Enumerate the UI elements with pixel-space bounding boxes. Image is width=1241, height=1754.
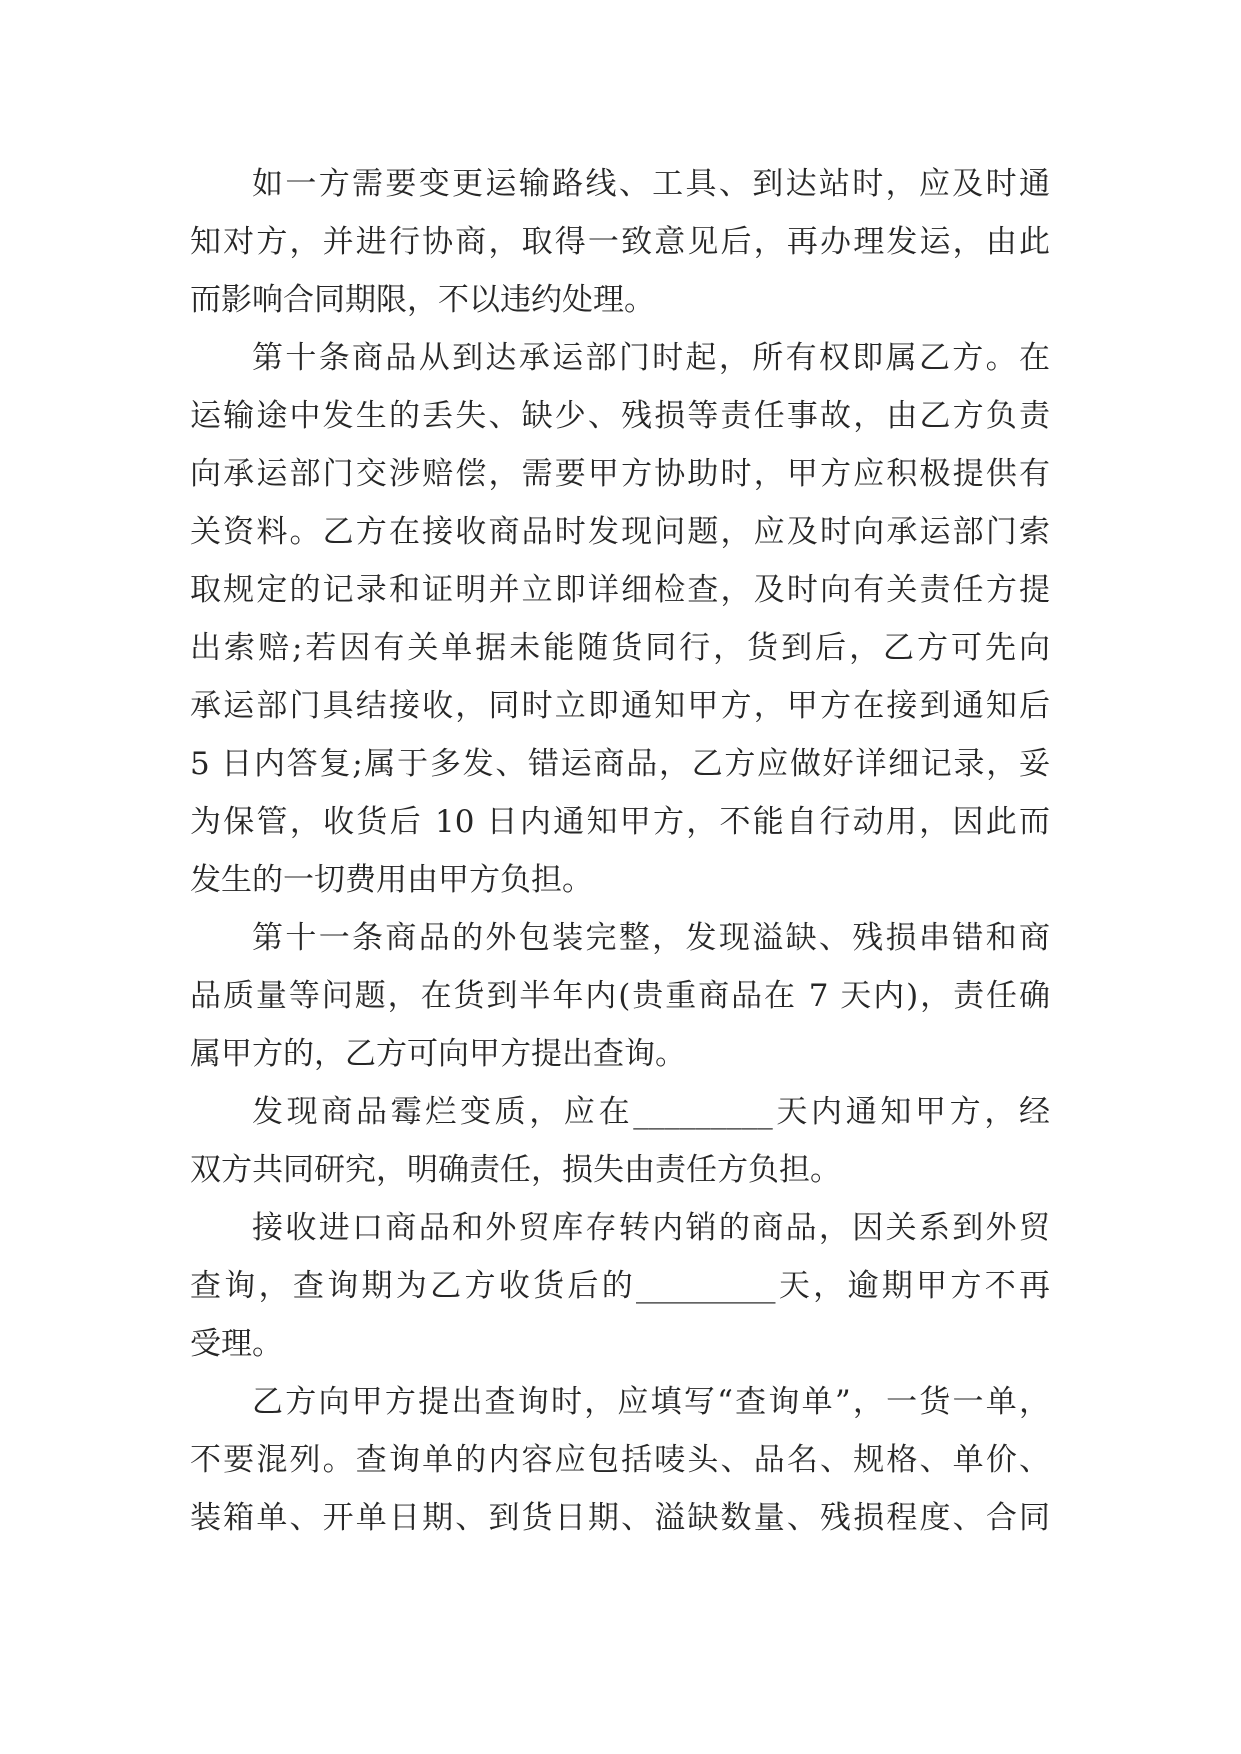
paragraph-article-11 [190, 909, 1050, 1083]
text-line: 接收进口商品和外贸库存转内销的商品，因关系到外贸 [252, 1210, 1050, 1246]
text-line: 知对方，并进行协商，取得一致意见后，再办理发运，由此 [190, 224, 1050, 260]
text-line: 受理。 [190, 1326, 283, 1362]
text-line: 承运部门具结接收，同时立即通知甲方，甲方在接到通知后 [190, 688, 1050, 724]
paragraph-route-change [190, 155, 1050, 329]
text-line: 如一方需要变更运输路线、工具、到达站时，应及时通 [252, 166, 1050, 202]
paragraph-article-10 [190, 329, 1050, 909]
text-line: 出索赔;若因有关单据未能随货同行，货到后，乙方可先向 [190, 630, 1050, 666]
text-line: 向承运部门交涉赔偿，需要甲方协助时，甲方应积极提供有 [190, 456, 1050, 492]
text-line: 装箱单、开单日期、到货日期、溢缺数量、残损程度、合同 [190, 1500, 1050, 1536]
text-line: 品质量等问题，在货到半年内(贵重商品在 7 天内)，责任确 [190, 978, 1050, 1014]
text-line: 运输途中发生的丢失、缺少、残损等责任事故，由乙方负责 [190, 398, 1050, 434]
text-line: 为保管，收货后 10 日内通知甲方，不能自行动用，因此而 [190, 804, 1050, 840]
text-line: 第十一条商品的外包装完整，发现溢缺、残损串错和商 [252, 920, 1050, 956]
paragraph-spoilage [190, 1083, 1050, 1199]
text-line: 不要混列。查询单的内容应包括唛头、品名、规格、单价、 [190, 1442, 1050, 1478]
paragraph-inquiry-form [190, 1373, 1050, 1547]
text-line: 属甲方的，乙方可向甲方提出查询。 [190, 1036, 686, 1072]
text-line: 关资料。乙方在接收商品时发现问题，应及时向承运部门索 [190, 514, 1050, 550]
text-line: 第十条商品从到达承运部门时起，所有权即属乙方。在 [252, 340, 1050, 376]
text-line: 发现商品霉烂变质，应在_________天内通知甲方，经 [252, 1094, 1050, 1130]
text-line: 乙方向甲方提出查询时，应填写“查询单”，一货一单， [252, 1384, 1050, 1420]
paragraph-import-goods [190, 1199, 1050, 1373]
text-line: 而影响合同期限，不以违约处理。 [190, 282, 655, 318]
text-line: 查询，查询期为乙方收货后的_________天，逾期甲方不再 [190, 1268, 1050, 1304]
document-body [190, 155, 1050, 1547]
text-line: 5 日内答复;属于多发、错运商品，乙方应做好详细记录，妥 [190, 746, 1050, 782]
text-line: 取规定的记录和证明并立即详细检查，及时向有关责任方提 [190, 572, 1050, 608]
text-line: 双方共同研究，明确责任，损失由责任方负担。 [190, 1152, 841, 1188]
text-line: 发生的一切费用由甲方负担。 [190, 862, 593, 898]
